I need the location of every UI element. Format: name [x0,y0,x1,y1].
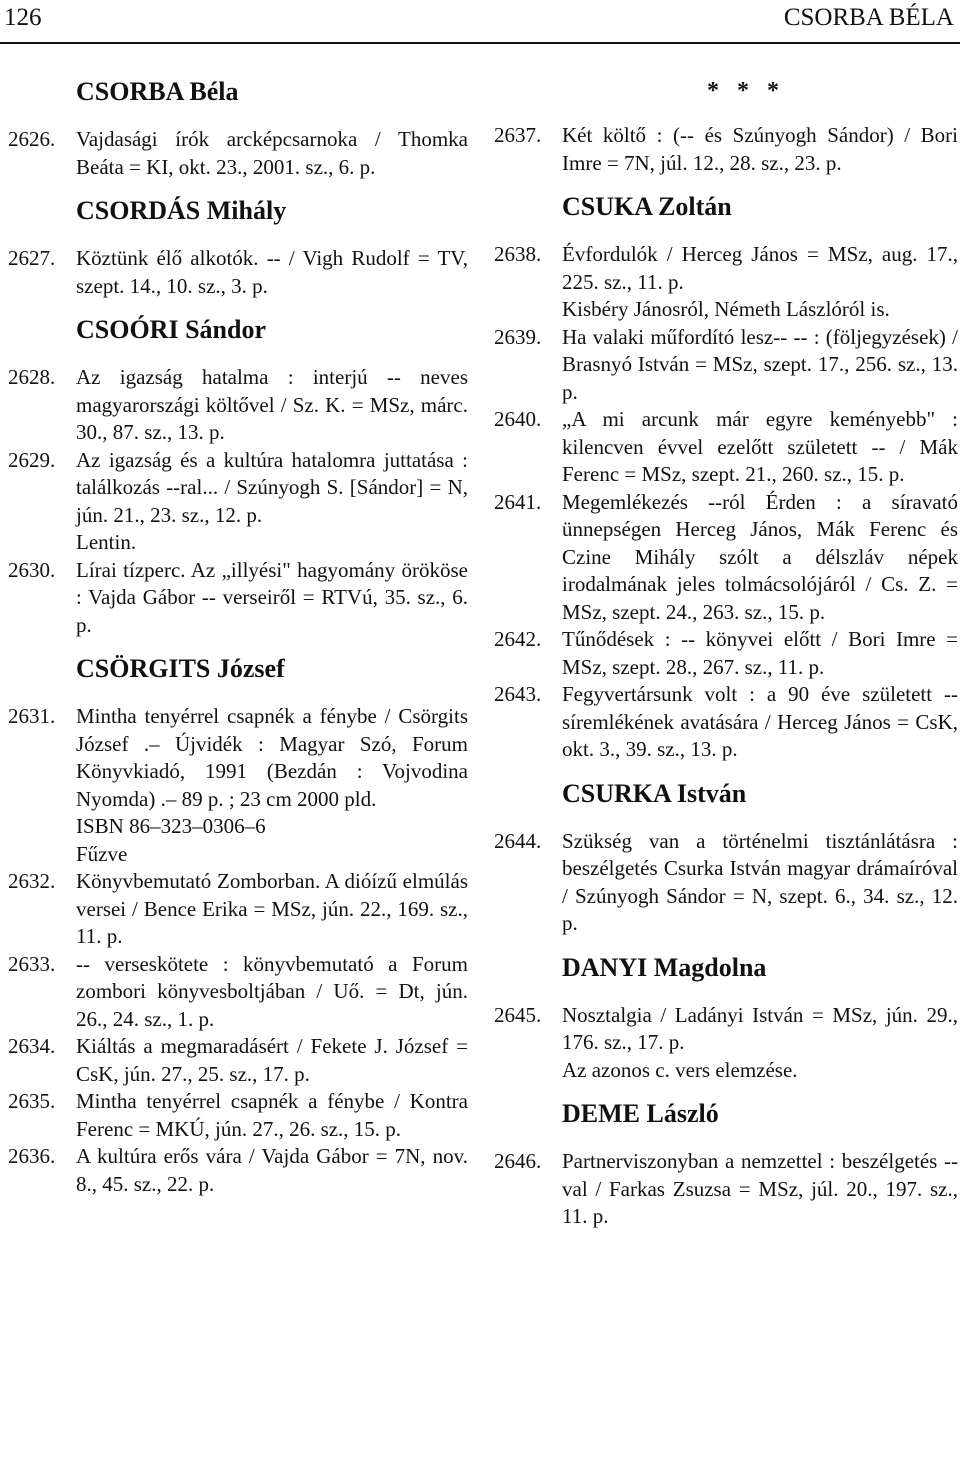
entry-number: 2628. [8,365,56,389]
entry-number: 2639. [494,324,542,349]
entry-item [8,1143,468,1198]
entry-item [8,245,468,300]
header-rule [0,42,960,44]
section-heading: DEME László [562,1099,719,1128]
entry-text: Nosztalgia / Ladányi István = MSz, jún. 29., 176. sz., 17. p. [562,1002,958,1054]
entry-text: Könyvbemutató Zomborban. A dióízű elmúlás versei / Bence Erika = MSz, jún. 22., 169. sz., 11. p. [76,869,468,948]
page-number: 126 [4,4,42,31]
section-heading: CSOÓRI Sándor [76,315,266,344]
entry-number: 2645. [494,1002,542,1027]
entry-item [494,1148,958,1231]
entry-text: -- verseskötete : könyvbemutató a Forum zombori könyvesboltjában / Uő. = Dt, jún. 26., 24. sz., 1. p. [76,951,468,1031]
entry-note: Lentin. [76,530,137,554]
entry-item [8,868,468,951]
entry-item [8,1088,468,1143]
section-heading: CSORDÁS Mihály [76,196,287,225]
entry-number: 2629. [8,447,56,472]
entry-note: Fűzve [76,841,128,866]
entry-item [8,703,468,813]
section-heading: DANYI Magdolna [562,952,767,982]
entry-number: 2631. [8,704,56,728]
section-heading: CSURKA István [562,778,747,808]
entry-item [8,951,468,1034]
entry-number: 2632. [8,869,56,893]
entry-number: 2640. [494,407,542,431]
entry-text: Az igazság hatalma : interjú -- neves magyarországi költővel / Sz. K. = MSz, márc. 30., 87. sz., 13. p. [76,365,468,444]
entry-note: Kisbéry Jánosról, Németh Lászlóról is. [562,297,890,321]
entry-item [494,1002,958,1057]
entry-number: 2626. [8,127,56,151]
entry-text: Ha valaki műfordító lesz-- -- : (följegyzések) / Brasnyó István = MSz, szept. 17., 256. sz., 13. p. [562,324,958,404]
entry-number: 2630. [8,557,56,582]
entry-number: 2634. [8,1034,56,1058]
entry-text: Két költő : (-- és Szúnyogh Sándor) / Bori Imre = 7N, júl. 12., 28. sz., 23. p. [562,123,958,175]
entry-number: 2643. [494,682,542,706]
entry-item [8,1033,468,1088]
entry-text: Szükség van a történelmi tisztánlátásra : beszélgetés Csurka István magyar drámaíróval / Szúnyogh Sándor = N, szept. 6., 34. sz., 12. p. [562,828,958,935]
entry-item [494,828,958,938]
entry-text: Megemlékezés --ról Érden : a síravató ünnepségen Herceg János, Mák Ferenc és Czine Mihály szólt a délszláv népek irodalmának jeles tolmácsolójáról / Cs. Z. = MSz, szept. 24., 263. sz., 15. p. [562,489,958,624]
entry-number: 2644. [494,828,542,853]
entry-text: Kiáltás a megmaradásért / Fekete J. József = CsK, jún. 27., 25. sz., 17. p. [76,1034,468,1086]
entry-item [494,324,958,407]
entry-item [494,681,958,764]
entry-item [494,626,958,681]
entry-text: Az igazság és a kultúra hatalomra juttatása : találkozás --ral... / Szúnyogh S. [Sándor] = N, jún. 21., 23. sz., 12. p. [76,447,468,527]
entry-item [8,126,468,181]
entry-number: 2636. [8,1144,56,1168]
entry-number: 2635. [8,1089,56,1113]
entry-item [8,557,468,640]
entry-number: 2646. [494,1149,542,1173]
entry-text: Partnerviszonyban a nemzettel : beszélgetés --val / Farkas Zsuzsa = MSz, júl. 20., 197. sz., 11. p. [562,1149,958,1228]
entry-number: 2633. [8,951,56,976]
entry-text: Köztünk élő alkotók. -- / Vigh Rudolf = TV, szept. 14., 10. sz., 3. p. [76,246,468,298]
section-heading: CSÖRGITS József [76,654,285,683]
right-column [494,70,958,1231]
entry-note: Az azonos c. vers elemzése. [562,1057,798,1082]
entry-text: Lírai tízperc. Az „illyési" hagyomány örököse : Vajda Gábor -- verseiről = RTVú, 35. sz., 6. p. [76,557,468,637]
entry-text: „A mi arcunk már egyre keményebb" : kilencven évvel ezelőtt született -- / Mák Ferenc = MSz, szept. 21., 260. sz., 15. p. [562,407,958,486]
entry-text: Mintha tenyérrel csapnék a fénybe / Csörgits József .– Újvidék : Magyar Szó, Forum Könyvkiadó, 1991 (Bezdán : Vojvodina Nyomda) .– 89 p. ; 23 cm 2000 pld. [76,704,468,811]
entry-text: Évfordulók / Herceg János = MSz, aug. 17., 225. sz., 11. p. [562,242,958,294]
running-head [0,0,960,40]
entry-text: A kultúra erős vára / Vajda Gábor = 7N, nov. 8., 45. sz., 22. p. [76,1144,468,1196]
entry-number: 2637. [494,123,542,147]
entry-item [494,122,958,177]
entry-item [8,447,468,530]
entry-item [494,406,958,489]
running-title: CSORBA BÉLA [783,4,954,31]
entry-text: Mintha tenyérrel csapnék a fénybe / Kontra Ferenc = MKÚ, jún. 27., 26. sz., 15. p. [76,1089,468,1141]
entry-number: 2641. [494,489,542,514]
entry-number: 2627. [8,246,56,270]
section-heading: CSUKA Zoltán [562,192,732,221]
section-heading: CSORBA Béla [76,77,239,106]
entry-text: Tűnődések : -- könyvei előtt / Bori Imre = MSz, szept. 28., 267. sz., 11. p. [562,627,958,679]
entry-text: Fegyvertársunk volt : a 90 éve született -- síremlékének avatására / Herceg János = CsK, okt. 3., 39. sz., 13. p. [562,682,958,761]
left-column [8,70,468,1198]
entry-item [494,241,958,296]
entry-text: Vajdasági írók arcképcsarnoka / Thomka Beáta = KI, okt. 23., 2001. sz., 6. p. [76,127,468,179]
section-separator: * * * [707,78,785,104]
entry-item [8,364,468,447]
entry-item [494,489,958,627]
entry-number: 2642. [494,627,542,651]
entry-note: ISBN 86–323–0306–6 [76,814,266,838]
entry-number: 2638. [494,242,542,266]
